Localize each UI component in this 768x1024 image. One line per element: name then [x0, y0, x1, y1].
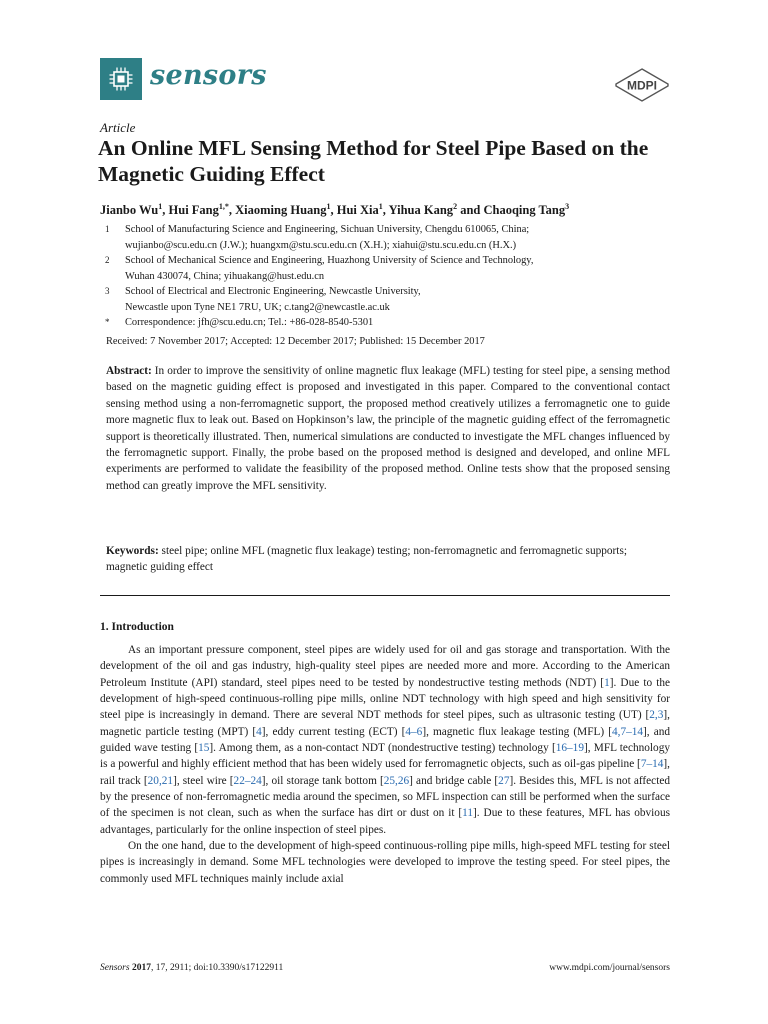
- footer-citation: [100, 963, 283, 973]
- author-separator: ,: [162, 203, 169, 218]
- paragraph-text: ]. Due to the development of high-speed continuous-rolling pipe mills, online NDT technology with high speed and high sensitivity for steel pipe is increasingly in demand. There are several NDT methods for steel pipes, such as ultrasonic testing (UT) [: [100, 676, 671, 722]
- paragraph-text: ]. Among them, as a non-contact NDT (nondestructive testing) technology [: [209, 742, 556, 755]
- author-name: Chaoqing Tang: [483, 203, 566, 218]
- author-separator: and: [457, 203, 484, 218]
- author-separator: ,: [382, 203, 389, 218]
- paragraph-text: ] and bridge cable [: [409, 774, 499, 787]
- affiliation: [100, 284, 670, 315]
- paragraph-text: On the one hand, due to the development of high-speed continuous-rolling pipe mills, high-speed MFL testing for steel pipes is increasingly in demand. Some MFL technologies were developed to improve the testing speed. For steel pipes, the commonly used MFL techniques mainly include axial: [100, 840, 670, 885]
- author-name: Hui Xia: [336, 203, 379, 218]
- paragraph-text: ], and guided wave testing [: [100, 725, 670, 755]
- affiliation-mark: 2: [105, 255, 110, 265]
- journal-logo: [100, 58, 142, 100]
- author-separator: ,: [228, 203, 236, 218]
- author-affil-mark: 1: [326, 202, 331, 211]
- author-affil-mark: 1: [378, 202, 383, 211]
- keywords-text: steel pipe; online MFL (magnetic flux leakage) testing; non-ferromagnetic and ferromagnetic supports; magnetic guiding effect: [106, 545, 627, 574]
- author-separator: ,: [330, 203, 337, 218]
- keywords: [106, 543, 670, 576]
- affiliations: [100, 222, 670, 331]
- journal-name: sensors: [150, 60, 267, 91]
- affiliation: [100, 315, 670, 331]
- affiliation-line: School of Manufacturing Science and Engineering, Sichuan University, Chengdu 610065, China;: [125, 224, 530, 235]
- paragraph-text: As an important pressure component, steel pipes are widely used for oil and gas storage and transportation. With the development of the oil and gas industry, high-quality steel pipes are needed more and more. According to the American Petroleum Institute (API) standard, steel pipes need to be tested by nondestructive testing methods (NDT) [: [100, 644, 670, 689]
- article-type: Article: [100, 120, 136, 135]
- affiliation: [100, 253, 670, 284]
- citation-link[interactable]: 4–6: [405, 725, 423, 738]
- paragraph-text: ], magnetic particle testing (MPT) [: [100, 709, 670, 738]
- paragraph: [100, 838, 670, 887]
- paragraph-text: ], oil storage tank bottom [: [261, 774, 384, 787]
- affiliation-line: Newcastle upon Tyne NE1 7RU, UK; c.tang2@newcastle.ac.uk: [125, 301, 390, 313]
- publication-dates: Received: 7 November 2017; Accepted: 12 December 2017; Published: 15 December 2017: [106, 336, 485, 347]
- affiliation-text: [125, 222, 529, 253]
- affiliation-mark: 1: [105, 224, 110, 234]
- affiliation-text: [125, 315, 373, 331]
- affiliation-text: [125, 253, 533, 284]
- citation-link[interactable]: 20,21: [147, 774, 174, 787]
- footer-url[interactable]: www.mdpi.com/journal/sensors: [549, 963, 670, 973]
- citation-link[interactable]: 4: [256, 725, 262, 738]
- citation-link[interactable]: 16–19: [555, 742, 584, 755]
- section-heading: 1. Introduction: [100, 621, 174, 633]
- citation-link[interactable]: 11: [462, 807, 474, 820]
- affiliation-line: Correspondence: jfh@scu.edu.cn; Tel.: +86-028-8540-5301: [125, 317, 374, 328]
- publisher-logo-text: MDPI: [627, 78, 657, 93]
- paragraph: [100, 642, 670, 838]
- section-divider: [100, 595, 670, 596]
- author-name: Yihua Kang: [388, 203, 454, 218]
- paragraph-text: ]. Besides this, MFL is not affected by the presence of non-ferromagnetic media around the specimen, so MFL inspection can still be performed when the surface of the specimen is not clean, such as when the surface has dirt or dust on it [: [100, 774, 670, 820]
- author-affil-mark: 2: [453, 202, 458, 211]
- paragraph-text: ], MFL technology is a powerful and highly efficient method that has been widely used for ferromagnetic objects, such as oil-gas pipeline [: [100, 742, 670, 771]
- affiliation-line: wujianbo@scu.edu.cn (J.W.); huangxm@stu.scu.edu.cn (X.H.); xiahui@stu.scu.edu.cn (H.X.): [125, 239, 517, 251]
- affiliation-line: School of Mechanical Science and Engineering, Huazhong University of Science and Technology,: [125, 255, 534, 266]
- author-affil-mark: 1: [158, 202, 163, 211]
- author-list: [100, 202, 569, 218]
- citation-link[interactable]: 4,7–14: [611, 725, 644, 738]
- author-name: Hui Fang: [168, 203, 219, 218]
- paragraph-text: ], rail track [: [100, 758, 670, 787]
- paragraph-text: ], steel wire [: [173, 774, 234, 787]
- paper-title: An Online MFL Sensing Method for Steel Pipe Based on the Magnetic Guiding Effect: [98, 136, 649, 186]
- citation-link[interactable]: 25,26: [383, 774, 410, 787]
- citation-link[interactable]: 2,3: [649, 709, 664, 722]
- affiliation-text: [125, 284, 421, 315]
- citation-link[interactable]: 1: [604, 676, 610, 689]
- author-name: Jianbo Wu: [100, 203, 159, 218]
- publisher-logo: [614, 68, 670, 102]
- author-affil-mark: 3: [565, 202, 570, 211]
- affiliation-mark: 3: [105, 286, 110, 296]
- affiliation-line: Wuhan 430074, China; yihuakang@hust.edu.cn: [125, 270, 325, 282]
- abstract-label: Abstract:: [106, 365, 152, 377]
- citation-link[interactable]: 15: [198, 742, 210, 755]
- paragraph-text: ], eddy current testing (ECT) [: [261, 725, 406, 738]
- affiliation-line: School of Electrical and Electronic Engineering, Newcastle University,: [125, 286, 421, 297]
- author-name: Xiaoming Huang: [235, 203, 327, 218]
- author-affil-mark: 1,*: [218, 202, 229, 211]
- chip-icon: [108, 66, 134, 92]
- footer-volume-doi: , 17, 2911; doi:10.3390/s17122911: [150, 963, 284, 973]
- citation-link[interactable]: 7–14: [640, 758, 664, 771]
- footer-year: 2017: [131, 963, 151, 973]
- footer-journal: Sensors: [100, 963, 130, 973]
- introduction-body: [100, 642, 670, 887]
- paragraph-text: ], magnetic flux leakage testing (MFL) [: [422, 725, 612, 738]
- keywords-label: Keywords:: [106, 545, 159, 557]
- affiliation: [100, 222, 670, 253]
- affiliation-mark: *: [105, 317, 110, 327]
- abstract: [106, 363, 670, 494]
- citation-link[interactable]: 22–24: [233, 774, 262, 787]
- paragraph-text: ]. Due to these features, MFL has obvious advantages, particularly for the online inspection of steel pipes.: [100, 807, 670, 836]
- abstract-text: In order to improve the sensitivity of online magnetic flux leakage (MFL) testing for steel pipe, a sensing method based on the magnetic guiding effect is proposed and investigated in this paper. Compared to the conventional contact sensing method using a non-ferromagnetic support, the proposed method creatively utilizes a ferromagnetic one to guide more magnetic flux to leak out. Based on Hopkinson’s law, the principle of the magnetic guiding effect of the ferromagnetic support is theoretically illustrated. Then, numerical simulations are conducted to investigate the MFL changes influenced by the ferromagnetic support. Finally, the probe based on the proposed method is designed and developed, and online MFL experiments are performed to validate the feasibility of the proposed method. Online tests show that the proposed sensing method can greatly improve the MFL sensitivity.: [106, 365, 670, 492]
- citation-link[interactable]: 27: [498, 774, 510, 787]
